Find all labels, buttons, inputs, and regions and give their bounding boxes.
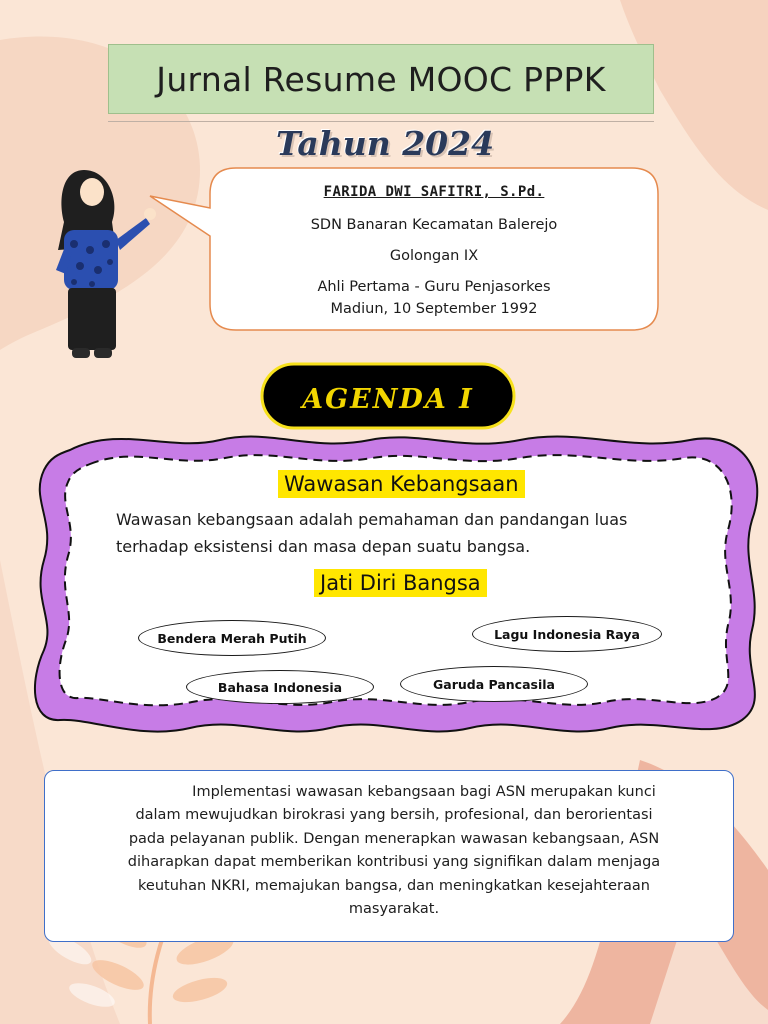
profile-card (210, 184, 658, 320)
implementation-text: Implementasi wawasan kebangsaan bagi ASN merupakan kunci dalam mewujudkan birokrasi yang bersih, profesional, dan berorientasi pada pelayanan publik. Dengan menerapkan wawasan kebangsaan, ASN diharapkan dapat memberikan kontribusi yang signifikan dalam menjaga keutuhan NKRI, memajukan bangsa, dan meningkatkan kesejahteraan masyarakat. (127, 784, 661, 918)
profile-school: SDN Banaran Kecamatan Balerejo (310, 217, 558, 233)
implementation-box (44, 770, 734, 942)
profile-position: Ahli Pertama - Guru Penjasorkes (317, 279, 551, 295)
agenda-label: AGENDA I (302, 384, 474, 415)
heading-jati-diri: Jati Diri Bangsa (314, 571, 487, 595)
page-subtitle: Tahun 2024 (275, 124, 495, 163)
profile-rank: Golongan IX (389, 248, 479, 264)
definition-line-1: Wawasan kebangsaan adalah pemahaman dan pandangan luas (116, 510, 628, 529)
pill-garuda: Garuda Pancasila (400, 666, 588, 702)
title-box (108, 44, 654, 114)
pill-bahasa: Bahasa Indonesia (186, 670, 374, 704)
profile-name: FARIDA DWI SAFITRI, S.Pd. (323, 184, 545, 200)
definition-text (116, 506, 716, 560)
profile-birth: Madiun, 10 September 1992 (330, 301, 538, 317)
page-title: Jurnal Resume MOOC PPPK (156, 59, 606, 99)
pill-lagu: Lagu Indonesia Raya (472, 616, 662, 652)
definition-line-2: terhadap eksistensi dan masa depan suatu bangsa. (116, 537, 531, 556)
heading-wawasan: Wawasan Kebangsaan (278, 472, 525, 496)
pill-bendera: Bendera Merah Putih (138, 620, 326, 656)
